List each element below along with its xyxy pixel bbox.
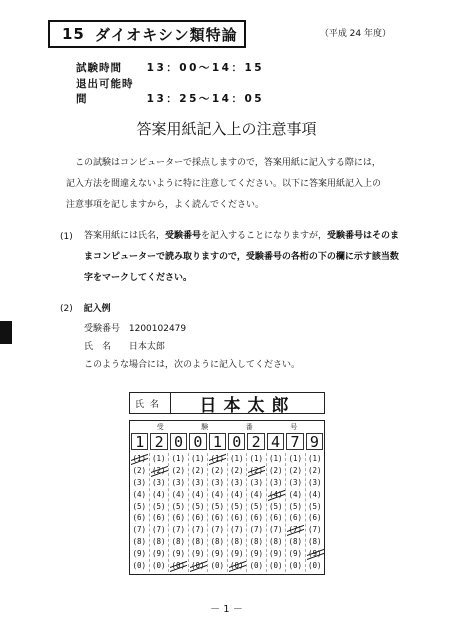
- answer-bubble[interactable]: (6): [288, 513, 303, 523]
- answer-bubble[interactable]: (6): [132, 513, 147, 523]
- answer-bubble[interactable]: (3): [190, 477, 205, 487]
- answer-bubble[interactable]: (3): [151, 477, 166, 487]
- item1-bold-1: 受験番号: [165, 231, 202, 241]
- intro-paragraph: [66, 153, 388, 216]
- answer-bubble[interactable]: (8): [268, 537, 283, 547]
- answer-bubble[interactable]: (3): [229, 477, 244, 487]
- answer-bubble[interactable]: (1): [249, 454, 264, 463]
- answer-bubble[interactable]: (2): [171, 465, 186, 475]
- grid-header: [130, 421, 324, 432]
- answer-bubble[interactable]: (1): [288, 454, 303, 463]
- answer-bubble[interactable]: (0): [210, 561, 225, 571]
- item1-mid: を記入することになりますが，: [201, 231, 328, 241]
- answer-bubble[interactable]: (2): [132, 465, 147, 475]
- answer-bubble[interactable]: (9): [229, 549, 244, 559]
- bubble-column: [246, 453, 266, 572]
- bubble-column: [285, 453, 305, 572]
- answer-bubble[interactable]: (7): [307, 525, 322, 535]
- answer-bubble[interactable]: (4): [171, 489, 186, 499]
- answer-bubble[interactable]: (4): [288, 489, 303, 499]
- answer-bubble[interactable]: (6): [229, 513, 244, 523]
- answer-bubble[interactable]: (7): [249, 525, 264, 535]
- exam-number-grid: [129, 420, 325, 575]
- answer-bubble[interactable]: (7): [286, 524, 305, 536]
- answer-bubble[interactable]: (5): [171, 501, 186, 511]
- page-heading: 答案用紙記入上の注意事項: [136, 120, 317, 138]
- answer-bubble[interactable]: (2): [307, 465, 322, 475]
- answer-bubble[interactable]: (6): [307, 513, 322, 523]
- answer-bubble[interactable]: (2): [150, 465, 169, 477]
- answer-bubble[interactable]: (5): [229, 501, 244, 511]
- answer-bubble[interactable]: (5): [307, 501, 322, 511]
- margin-tab-mark: [0, 321, 12, 344]
- answer-bubble[interactable]: (5): [190, 501, 205, 511]
- example-number-line: [84, 321, 186, 334]
- example-name-value: 日本太郎: [128, 342, 165, 352]
- answer-bubble[interactable]: (1): [307, 454, 322, 463]
- answer-bubble[interactable]: (4): [132, 489, 147, 499]
- answer-bubble[interactable]: (6): [268, 513, 283, 523]
- answer-bubble[interactable]: (5): [151, 501, 166, 511]
- bubble-column: [130, 453, 149, 572]
- exam-time-value: 13：00～14：15: [146, 62, 265, 74]
- answer-bubble[interactable]: (0): [169, 560, 188, 572]
- exam-year: （平成 24 年度）: [319, 29, 391, 39]
- answer-bubble[interactable]: (8): [307, 537, 322, 547]
- digit-box[interactable]: 0: [170, 433, 187, 450]
- answer-bubble[interactable]: (2): [190, 465, 205, 475]
- answer-bubble[interactable]: (5): [288, 501, 303, 511]
- digit-box[interactable]: 1: [131, 433, 148, 450]
- bubble-column: [305, 453, 325, 572]
- answer-bubble[interactable]: (4): [307, 489, 322, 499]
- answer-bubble[interactable]: (0): [189, 560, 208, 572]
- answer-bubble[interactable]: (5): [132, 501, 147, 511]
- answer-bubble[interactable]: (9): [249, 549, 264, 559]
- answer-bubble[interactable]: (9): [132, 549, 147, 559]
- answer-bubble[interactable]: (2): [247, 465, 266, 477]
- answer-bubble[interactable]: (8): [171, 537, 186, 547]
- item2-title: 記入例: [83, 304, 111, 314]
- item1-marker: (1): [60, 232, 73, 242]
- intro-text: この試験はコンピューターで採点しますので，答案用紙に記入する際には，記入方法を間違えないように特に注意してください。以下に答案用紙記入上の注意事項を記しますから，よく読んでください。: [66, 158, 382, 210]
- answer-bubble[interactable]: (0): [249, 561, 264, 571]
- answer-bubble[interactable]: (2): [268, 465, 283, 475]
- example-name-label: 氏 名: [84, 342, 112, 352]
- example-name-line: [84, 339, 165, 352]
- answer-bubble[interactable]: (2): [210, 465, 225, 475]
- answer-sheet-name-row: [129, 392, 325, 414]
- bubble-column: [207, 453, 227, 572]
- answer-bubble[interactable]: (6): [151, 513, 166, 523]
- answer-bubble[interactable]: (4): [249, 489, 264, 499]
- answer-bubble[interactable]: (6): [190, 513, 205, 523]
- digit-box[interactable]: 2: [247, 433, 264, 450]
- answer-bubble[interactable]: (9): [268, 549, 283, 559]
- answer-bubble[interactable]: (8): [288, 537, 303, 547]
- example-number-value: 1200102479: [128, 324, 187, 334]
- answer-bubble[interactable]: (9): [306, 548, 325, 560]
- exit-time-row: [76, 76, 264, 106]
- answer-bubble[interactable]: (8): [151, 537, 166, 547]
- example-number-label: 受験番号: [84, 324, 121, 334]
- exit-time-value: 13：25～14：05: [146, 93, 265, 105]
- answer-bubble[interactable]: (7): [210, 525, 225, 535]
- answer-bubble[interactable]: (9): [151, 549, 166, 559]
- answer-bubble[interactable]: (3): [171, 477, 186, 487]
- bubble-columns: [130, 453, 324, 572]
- item1-lead: 答案用紙には氏名，: [84, 231, 166, 241]
- digit-box[interactable]: 1: [209, 433, 226, 450]
- digit-box[interactable]: 7: [286, 433, 303, 450]
- answer-bubble[interactable]: (9): [171, 549, 186, 559]
- answer-bubble[interactable]: (6): [249, 513, 264, 523]
- answer-bubble[interactable]: (4): [190, 489, 205, 499]
- answer-bubble[interactable]: (8): [190, 537, 205, 547]
- answer-bubble[interactable]: (8): [132, 537, 147, 547]
- grid-header-char: 番: [245, 422, 253, 431]
- subject-title: ダイオキシン類特論: [94, 25, 238, 44]
- answer-bubble[interactable]: (7): [229, 525, 244, 535]
- answer-bubble[interactable]: (8): [249, 537, 264, 547]
- answer-bubble[interactable]: (9): [210, 549, 225, 559]
- answer-bubble[interactable]: (2): [288, 465, 303, 475]
- answer-bubble[interactable]: (0): [288, 561, 303, 571]
- bubble-column: [227, 453, 247, 572]
- item1-body: [84, 226, 402, 289]
- answer-bubble[interactable]: (7): [171, 525, 186, 535]
- answer-bubble[interactable]: (6): [171, 513, 186, 523]
- answer-bubble[interactable]: (5): [268, 501, 283, 511]
- digit-box[interactable]: 0: [189, 433, 206, 450]
- answer-bubble[interactable]: (9): [190, 549, 205, 559]
- answer-bubble[interactable]: (9): [288, 549, 303, 559]
- bubble-column: [266, 453, 286, 572]
- answer-bubble[interactable]: (8): [210, 537, 225, 547]
- bubble-column: [168, 453, 188, 572]
- answer-bubble[interactable]: (8): [229, 537, 244, 547]
- answer-bubble[interactable]: (4): [151, 489, 166, 499]
- digit-box[interactable]: 4: [267, 433, 284, 450]
- answer-bubble[interactable]: (1): [171, 454, 186, 463]
- item1-bold-2: 受験番号はそのままコンピューターで読み取りますので，受験番号の各桁の下の欄に示す該当数字をマークしてください。: [84, 231, 400, 283]
- answer-sheet-name-value: 日本太郎: [199, 395, 296, 416]
- answer-bubble[interactable]: (3): [210, 477, 225, 487]
- digit-box[interactable]: 2: [150, 433, 167, 450]
- answer-sheet-name-label: 氏名: [130, 393, 171, 413]
- grid-header-char: 験: [201, 422, 209, 431]
- answer-bubble[interactable]: (3): [288, 477, 303, 487]
- answer-bubble[interactable]: (7): [190, 525, 205, 535]
- digit-boxes: [130, 432, 324, 451]
- grid-header-char: 号: [290, 422, 298, 431]
- answer-bubble[interactable]: (7): [151, 525, 166, 535]
- answer-bubble[interactable]: (4): [229, 489, 244, 499]
- answer-bubble[interactable]: (1): [190, 454, 205, 463]
- answer-bubble[interactable]: (4): [267, 489, 286, 501]
- answer-bubble[interactable]: (3): [132, 477, 147, 487]
- answer-bubble[interactable]: (1): [268, 454, 283, 463]
- answer-bubble[interactable]: (0): [228, 560, 247, 572]
- bubble-column: [188, 453, 208, 572]
- digit-box[interactable]: 9: [306, 433, 323, 450]
- answer-bubble[interactable]: (1): [229, 454, 244, 463]
- digit-box[interactable]: 0: [228, 433, 245, 450]
- answer-bubble[interactable]: (5): [249, 501, 264, 511]
- answer-bubble[interactable]: (0): [132, 561, 147, 571]
- answer-bubble[interactable]: (1): [151, 454, 166, 463]
- grid-header-char: 受: [156, 422, 164, 431]
- answer-bubble[interactable]: (5): [210, 501, 225, 511]
- answer-bubble[interactable]: (0): [307, 561, 322, 571]
- answer-bubble[interactable]: (0): [151, 561, 166, 571]
- answer-bubble[interactable]: (7): [268, 525, 283, 535]
- item2-header: [60, 301, 111, 314]
- answer-bubble[interactable]: (3): [307, 477, 322, 487]
- exam-time-label: 試験時間: [76, 62, 122, 74]
- subject-title-box: [48, 20, 246, 48]
- answer-bubble[interactable]: (6): [210, 513, 225, 523]
- example-note: このような場合には，次のように記入してください。: [84, 360, 301, 370]
- answer-bubble[interactable]: (1): [208, 453, 227, 465]
- item2-marker: (2): [60, 304, 73, 314]
- exam-time-row: [76, 60, 264, 75]
- answer-bubble[interactable]: (3): [268, 477, 283, 487]
- answer-bubble[interactable]: (0): [268, 561, 283, 571]
- page-number: － 1 －: [210, 604, 243, 615]
- answer-bubble[interactable]: (4): [210, 489, 225, 499]
- subject-number: 15: [62, 25, 85, 43]
- answer-bubble[interactable]: (7): [132, 525, 147, 535]
- answer-bubble[interactable]: (1): [130, 453, 149, 465]
- bubble-column: [149, 453, 169, 572]
- answer-bubble[interactable]: (3): [249, 477, 264, 487]
- exit-time-label: 退出可能時間: [76, 78, 134, 105]
- answer-bubble[interactable]: (2): [229, 465, 244, 475]
